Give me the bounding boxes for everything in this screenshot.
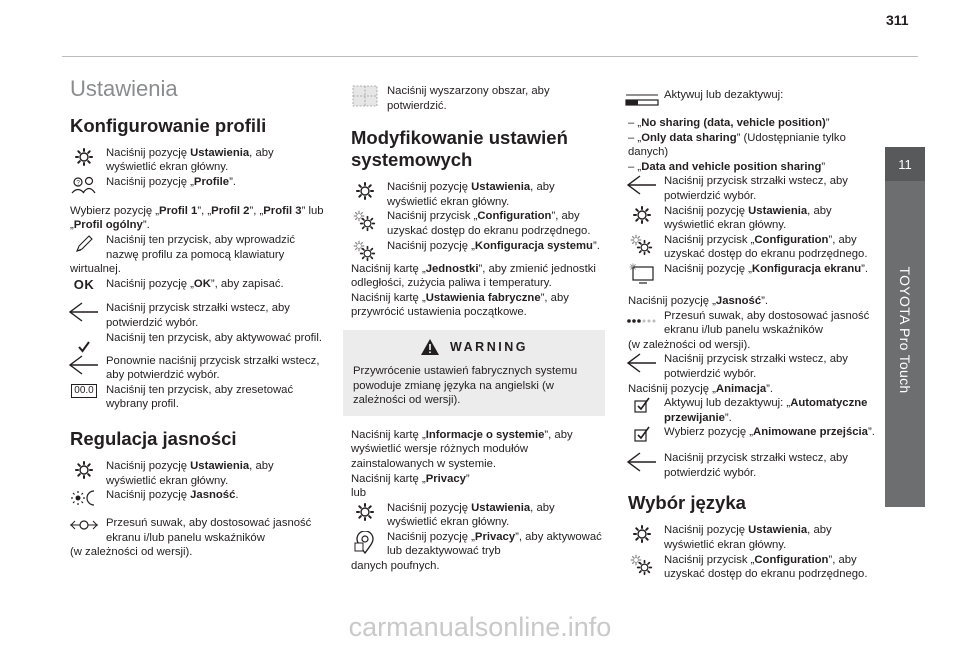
checkbox-icon — [634, 397, 650, 413]
profiles-step-3: Naciśnij ten przycisk, aby wprowadzić nazwę profilu za pomocą klawiatury — [62, 233, 324, 262]
back-arrow-icon — [68, 355, 100, 375]
chapter-tab[interactable]: 11 — [885, 147, 925, 181]
reset-icon: 00.0 — [71, 384, 96, 398]
profiles-heading: Konfigurowanie profili — [70, 114, 267, 136]
profiles-step-4: OK Naciśnij pozycję „OK”, aby zapisać. — [73, 276, 284, 292]
gear-icon — [74, 147, 94, 167]
profiles-step-7: Ponownie naciśnij przycisk strzałki wstecz, aby potwierdzić wybór. — [62, 354, 324, 383]
warning-title: WARNING — [450, 339, 528, 354]
profiles-step-5: Naciśnij przycisk strzałki wstecz, aby potwierdzić wybór. — [62, 301, 324, 330]
system-step-3: Naciśnij pozycję „Konfiguracja systemu”. — [343, 239, 605, 262]
c3-step-10: Naciśnij przycisk strzałki wstecz, aby potwierdzić wybór. — [620, 451, 882, 480]
configuration-icon — [630, 554, 654, 576]
language-step-2: Naciśnij przycisk „Configuration”, aby uzyskać dostęp do ekranu podrzędnego. — [620, 553, 882, 582]
c3-step-9: Wybierz pozycję „Animowane przejścia”. — [620, 425, 882, 442]
profiles-step-1: Naciśnij pozycję Ustawienia, aby wyświetlić ekran główny. — [62, 146, 324, 175]
brightness-step-3-cont: (w zależności od wersji). — [70, 546, 193, 559]
ok-icon: OK — [73, 276, 95, 292]
c3-para-2: Naciśnij pozycję „Animacja”. — [628, 382, 774, 395]
language-heading: Wybór języka — [628, 492, 746, 514]
gear-icon — [632, 524, 652, 544]
c3-para-1: Naciśnij pozycję „Jasność”. — [628, 294, 769, 307]
c3-step-6-cont: (w zależności od wersji). — [628, 338, 751, 351]
privacy-step-1: Naciśnij pozycję Ustawienia, aby wyświetlić ekran główny. — [343, 501, 605, 530]
screen-config-icon — [629, 263, 655, 285]
brightness-step-1: Naciśnij pozycję Ustawienia, aby wyświetlić ekran główny. — [62, 459, 324, 488]
toggle-bar-icon — [625, 93, 659, 107]
column-1 — [62, 76, 324, 560]
svg-text:?: ? — [76, 180, 80, 187]
system-para-4: Naciśnij kartę „Privacy” — [351, 472, 470, 485]
warning-box — [343, 330, 605, 416]
privacy-step-2-cont: danych poufnych. — [351, 560, 440, 573]
c3-step-2: Naciśnij przycisk strzałki wstecz, aby potwierdzić wybór. — [620, 174, 882, 203]
brightness-step-3: Przesuń suwak, aby dostosować jasność ekranu i/lub panelu wskaźników — [62, 516, 324, 545]
option-3: – „Data and vehicle position sharing” — [628, 160, 826, 173]
system-para-3: Naciśnij kartę „Informacje o systemie”, aby wyświetlić wersje różnych modułów zainstalowanych w systemie. — [351, 428, 573, 470]
language-step-1: Naciśnij pozycję Ustawienia, aby wyświetlić ekran główny. — [620, 523, 882, 552]
page-number: 311 — [886, 12, 909, 28]
privacy-location-icon — [354, 531, 376, 555]
c3-step-6: Przesuń suwak, aby dostosować jasność ekranu i/lub panelu wskaźników — [620, 309, 882, 338]
grey-area-icon — [352, 85, 378, 107]
c3-step-5: Naciśnij pozycję „Konfiguracja ekranu”. — [620, 262, 882, 285]
profiles-step-8: 00.0 Naciśnij ten przycisk, aby zresetować wybrany profil. — [62, 383, 324, 412]
gear-icon — [355, 502, 375, 522]
system-step-2: Naciśnij przycisk „Configuration”, aby uzyskać dostęp do ekranu podrzędnego. — [343, 209, 605, 238]
dots-slider-icon — [626, 316, 658, 326]
back-arrow-icon — [626, 353, 658, 373]
configuration-icon — [630, 234, 654, 256]
option-1: – „No sharing (data, vehicle position)” — [628, 117, 830, 129]
sun-moon-icon — [70, 489, 98, 507]
system-para-2: Naciśnij kartę „Ustawienia fabryczne”, aby przywrócić ustawienia początkowe. — [351, 291, 569, 319]
option-2: – „Only data sharing” (Udostępnianie tylko danych) — [628, 131, 846, 159]
check-icon — [77, 340, 91, 354]
back-arrow-icon — [626, 452, 658, 472]
warning-triangle-icon — [420, 338, 440, 356]
sidebar-title: TOYOTA Pro Touch — [897, 266, 913, 394]
confirm-step: Naciśnij wyszarzony obszar, aby potwierdzić. — [343, 84, 605, 113]
back-arrow-icon — [68, 302, 100, 322]
section-title: Ustawienia — [70, 76, 178, 101]
slider-icon — [68, 517, 100, 533]
c3-step-8: Aktywuj lub dezaktywuj: „Automatyczne przewijanie”. — [620, 396, 882, 425]
or-text: lub — [351, 487, 367, 500]
c3-step-4: Naciśnij przycisk „Configuration”, aby uzyskać dostęp do ekranu podrzędnego. — [620, 233, 882, 262]
system-step-1: Naciśnij pozycję Ustawienia, aby wyświetlić ekran główny. — [343, 180, 605, 209]
profiles-step-2: ? Naciśnij pozycję „Profile”. — [62, 175, 324, 194]
gear-icon — [632, 205, 652, 225]
pencil-icon — [74, 234, 94, 254]
gear-icon — [355, 181, 375, 201]
brightness-step-2: Naciśnij pozycję Jasność. — [62, 488, 324, 507]
column-3 — [620, 88, 882, 582]
back-arrow-icon — [626, 175, 658, 195]
profile-icon — [71, 176, 97, 194]
system-heading: Modyfikowanie ustawień systemowych — [351, 127, 568, 171]
system-para-1: Naciśnij kartę „Jednostki”, aby zmienić jednostki odległości, zużycia paliwa i temperatury. — [351, 262, 596, 290]
configuration-icon — [353, 210, 377, 232]
privacy-step-2: Naciśnij pozycję „Privacy”, aby aktywować lub dezaktywować tryb — [343, 530, 605, 559]
warning-text: Przywrócenie ustawień fabrycznych systemu powoduje zmianę języka na angielski (w zależności od wersji). — [353, 364, 578, 407]
privacy-toggle-step: Aktywuj lub dezaktywuj: — [620, 88, 882, 107]
profiles-para-1: Wybierz pozycję „Profil 1”, „Profil 2”, „Profil 3” lub „Profil ogólny”. — [70, 204, 324, 232]
profiles-step-6: Naciśnij ten przycisk, aby aktywować profil. — [62, 331, 324, 354]
brightness-heading: Regulacja jasności — [70, 427, 237, 449]
column-2 — [343, 84, 605, 574]
gear-icon — [74, 460, 94, 480]
profiles-step-3-cont: wirtualnej. — [70, 263, 121, 276]
checkbox-icon — [634, 426, 650, 442]
header-divider — [62, 56, 918, 57]
watermark: carmanualsonline.info — [348, 612, 612, 642]
configuration-icon — [353, 240, 377, 262]
c3-step-3: Naciśnij pozycję Ustawienia, aby wyświetlić ekran główny. — [620, 204, 882, 233]
c3-step-7: Naciśnij przycisk strzałki wstecz, aby potwierdzić wybór. — [620, 352, 882, 381]
